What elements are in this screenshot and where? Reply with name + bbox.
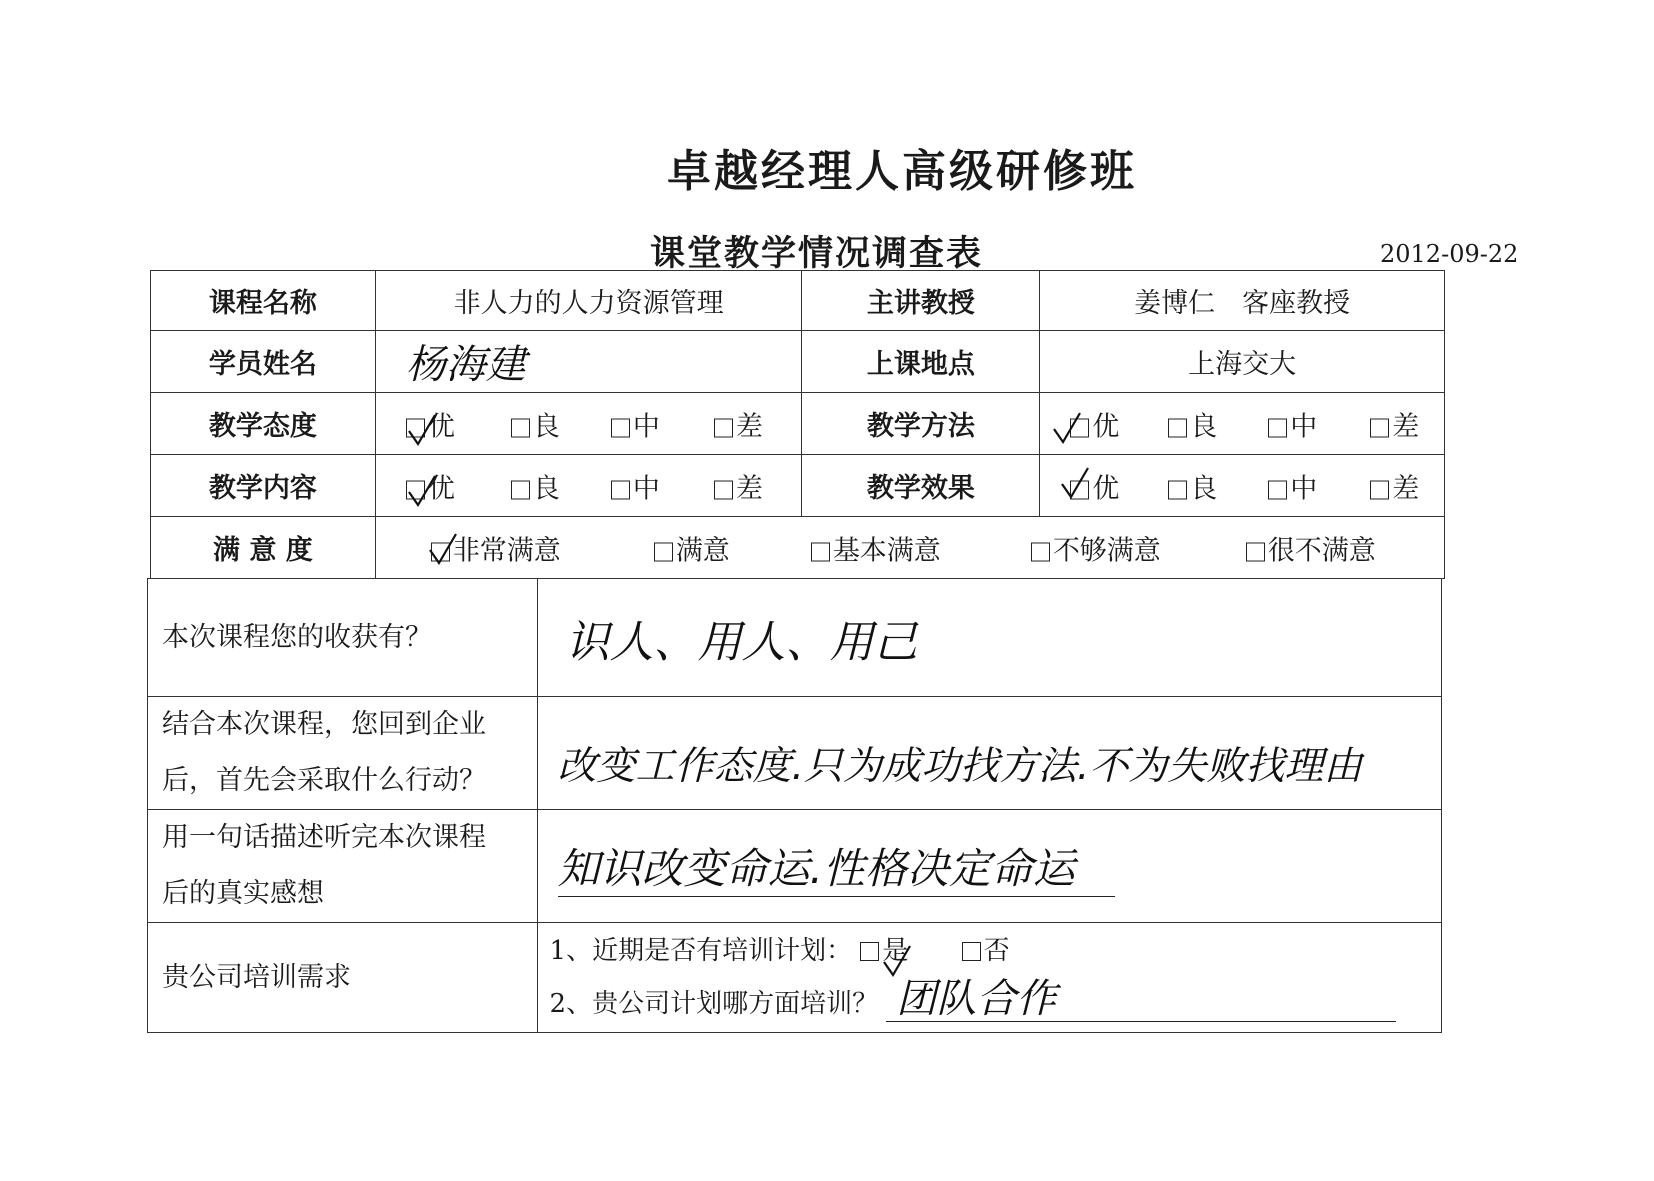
question-feeling-line2: 后的真实感想 <box>162 878 324 909</box>
checkmark-icon <box>1052 411 1082 445</box>
option-label: 满意 <box>675 535 730 566</box>
feedback-table <box>147 578 1442 1033</box>
checkbox-icon <box>511 418 530 437</box>
method-options <box>1040 393 1445 455</box>
checkmark-icon <box>428 532 458 566</box>
training-area-row <box>550 977 1441 1030</box>
location-label: 上课地点 <box>802 331 1040 393</box>
checkbox-icon <box>1168 480 1187 499</box>
option-label: 差 <box>735 411 763 442</box>
answer-action: 改变工作态度.只为成功找方法.不为失败找理由 <box>557 744 1363 789</box>
checkbox-icon <box>1031 542 1050 561</box>
checkmark-icon <box>407 474 437 508</box>
checkbox-icon <box>1268 418 1287 437</box>
satisfaction-options <box>375 517 1444 579</box>
option-label: 基本满意 <box>832 535 941 566</box>
option-label: 优 <box>427 411 455 442</box>
checkbox-icon <box>1370 418 1389 437</box>
answer-feeling-field[interactable] <box>537 810 1441 923</box>
checkbox-icon <box>860 942 879 961</box>
effect-option-fair[interactable] <box>1268 466 1317 505</box>
option-label: 良 <box>1190 473 1218 504</box>
option-label: 中 <box>1290 411 1318 442</box>
option-label: 良 <box>1190 411 1218 442</box>
checkbox-icon <box>511 480 530 499</box>
effect-option-good[interactable] <box>1168 466 1217 505</box>
location-value: 上海交大 <box>1040 331 1445 393</box>
option-label: 中 <box>1290 473 1318 504</box>
option-label: 优 <box>427 473 455 504</box>
answer-feeling: 知识改变命运.性格决定命运 <box>558 836 1115 897</box>
course-name-value: 非人力的人力资源管理 <box>375 271 802 331</box>
question-action <box>148 697 538 810</box>
checkbox-icon <box>811 542 830 561</box>
method-label: 教学方法 <box>802 393 1040 455</box>
training-area-answer[interactable]: 团队合作 <box>886 977 1396 1022</box>
method-option-fair[interactable] <box>1268 404 1317 443</box>
option-label: 差 <box>735 473 763 504</box>
option-label: 非常满意 <box>452 535 561 566</box>
training-plan-row <box>550 925 1441 977</box>
satisfaction-option-not-enough[interactable] <box>1031 528 1161 567</box>
training-needs-cell <box>537 923 1441 1033</box>
option-label: 差 <box>1392 473 1420 504</box>
checkbox-icon <box>611 480 630 499</box>
form-subtitle: 课堂教学情况调查表 <box>650 234 984 274</box>
effect-options <box>1040 455 1445 517</box>
option-label: 很不满意 <box>1267 535 1376 566</box>
checkbox-icon <box>714 480 733 499</box>
question-action-line2: 后，首先会采取什么行动？ <box>162 765 486 796</box>
question-action-line1: 结合本次课程，您回到企业 <box>162 709 486 740</box>
answer-action-field[interactable] <box>537 697 1441 810</box>
option-label: 良 <box>532 473 560 504</box>
satisfaction-option-basic[interactable] <box>811 528 941 567</box>
lecturer-label: 主讲教授 <box>802 271 1040 331</box>
attitude-option-good[interactable] <box>511 404 560 443</box>
form-date: 2012-09-22 <box>1380 240 1519 268</box>
content-option-poor[interactable] <box>714 466 763 505</box>
attitude-label: 教学态度 <box>151 393 376 455</box>
option-label: 差 <box>1392 411 1420 442</box>
option-label: 中 <box>632 411 660 442</box>
method-option-poor[interactable] <box>1370 404 1419 443</box>
student-name-label: 学员姓名 <box>151 331 376 393</box>
content-label: 教学内容 <box>151 455 376 517</box>
effect-option-poor[interactable] <box>1370 466 1419 505</box>
checkbox-icon <box>1246 542 1265 561</box>
option-label: 不够满意 <box>1052 535 1161 566</box>
content-options <box>375 455 802 517</box>
question-feeling-line1: 用一句话描述听完本次课程 <box>162 822 486 853</box>
question-gains: 本次课程您的收获有？ <box>148 579 538 697</box>
option-label: 良 <box>532 411 560 442</box>
method-option-good[interactable] <box>1168 404 1217 443</box>
content-option-good[interactable] <box>511 466 560 505</box>
attitude-options <box>375 393 802 455</box>
option-label: 否 <box>983 936 1010 966</box>
option-label: 优 <box>1092 411 1120 442</box>
answer-gains: 识人、用人、用己 <box>565 616 918 668</box>
checkbox-icon <box>714 418 733 437</box>
student-name-field[interactable] <box>375 331 802 393</box>
checkbox-icon <box>654 542 673 561</box>
satisfaction-label: 满 意 度 <box>151 517 376 579</box>
option-label: 是 <box>882 936 909 966</box>
training-plan-question: 1、近期是否有培训计划： <box>549 936 853 966</box>
checkmark-icon <box>407 413 437 447</box>
lecturer-value: 姜博仁 客座教授 <box>1040 271 1445 331</box>
checkbox-icon <box>1168 418 1187 437</box>
answer-gains-field[interactable] <box>537 579 1441 697</box>
option-label: 优 <box>1092 473 1120 504</box>
content-option-fair[interactable] <box>611 466 660 505</box>
question-feeling <box>148 810 538 923</box>
course-info-table <box>150 270 1445 579</box>
form-title: 卓越经理人高级研修班 <box>667 146 1137 197</box>
attitude-option-poor[interactable] <box>714 404 763 443</box>
checkbox-icon <box>1370 480 1389 499</box>
checkbox-icon <box>611 418 630 437</box>
course-name-label: 课程名称 <box>151 271 376 331</box>
attitude-option-fair[interactable] <box>611 404 660 443</box>
effect-label: 教学效果 <box>802 455 1040 517</box>
student-name-value: 杨海建 <box>405 342 526 388</box>
training-plan-no[interactable] <box>962 936 1010 966</box>
checkmark-icon <box>1060 466 1090 500</box>
question-training: 贵公司培训需求 <box>148 923 538 1033</box>
checkmark-icon <box>882 944 912 978</box>
satisfaction-option-very-unsatisfied[interactable] <box>1246 528 1376 567</box>
satisfaction-option-satisfied[interactable] <box>654 528 730 567</box>
option-label: 中 <box>632 473 660 504</box>
checkbox-icon <box>962 942 981 961</box>
training-area-question: 2、贵公司计划哪方面培训？ <box>549 989 879 1019</box>
checkbox-icon <box>1268 480 1287 499</box>
